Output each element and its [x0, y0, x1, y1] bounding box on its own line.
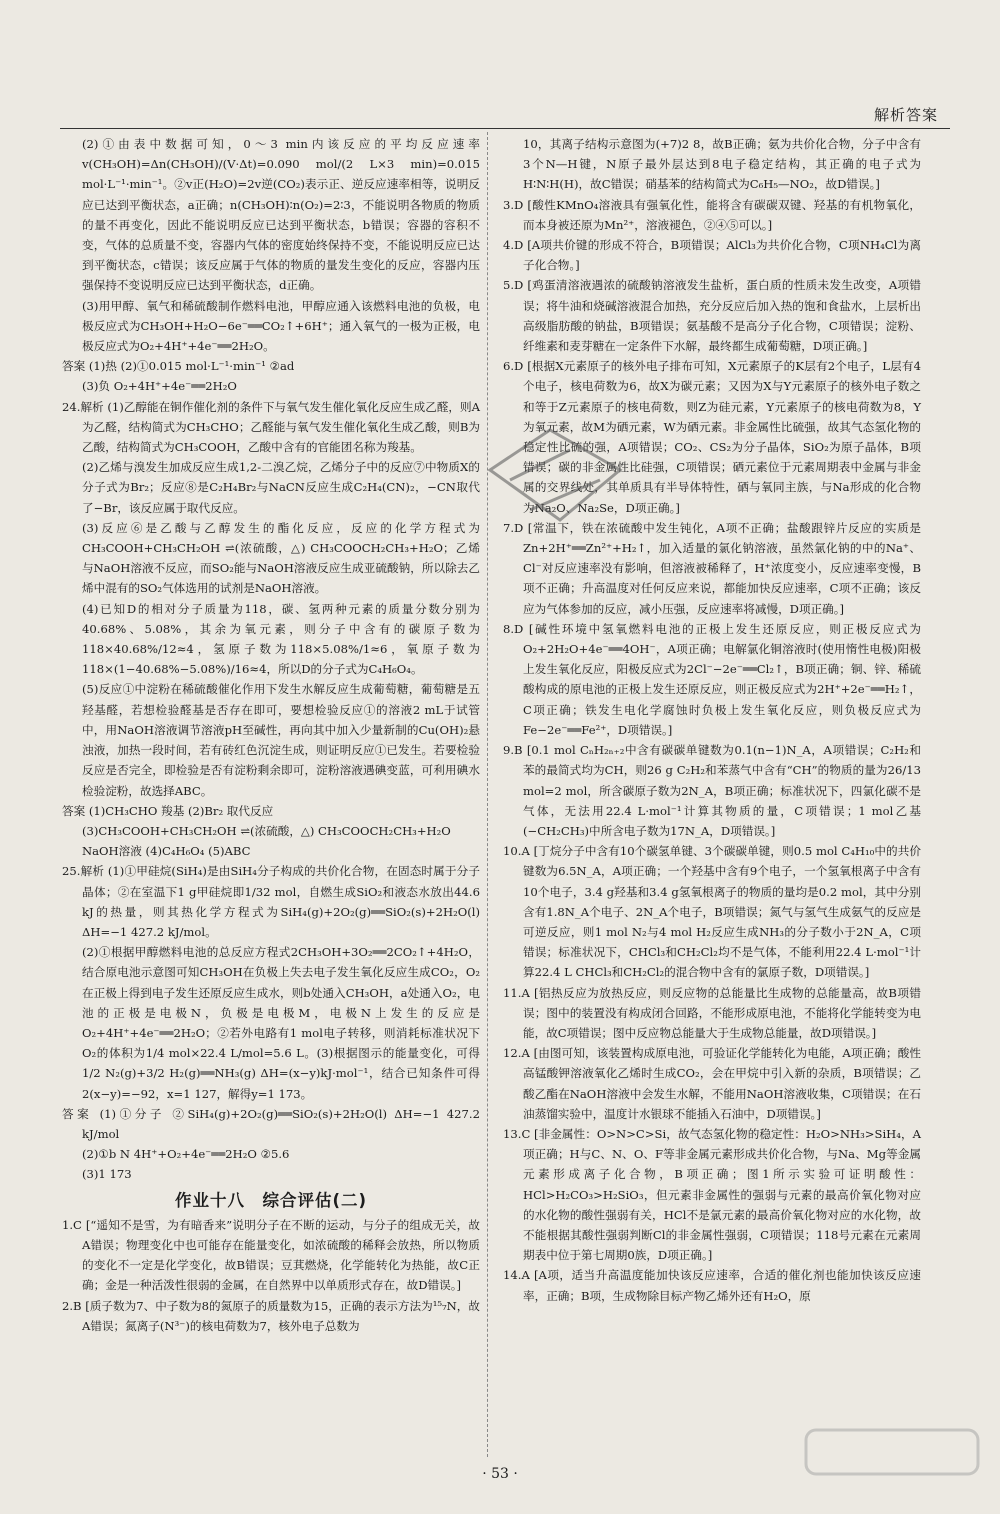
header-rule: [60, 128, 950, 129]
left-column-paragraph: (3)反应⑥是乙酸与乙醇发生的酯化反应，反应的化学方程式为CH₃COOH+CH₃CH₂OH ⇌(浓硫酸，△) CH₃COOCH₂CH₃+H₂O；乙烯与NaOH溶液不反应，而SO₂能与NaOH溶液反应生成亚硫酸钠，所以除去乙烯中混有的SO₂气体选用的试剂是NaOH溶液。: [82, 520, 480, 596]
left-column-paragraph: (2)①b N 4H⁺+O₂+4e⁻══2H₂O ②5.6: [82, 1147, 290, 1162]
left-column-paragraph: (2)①由表中数据可知，0～3 min内该反应的平均反应速率v(CH₃OH)=Δn(CH₃OH)/(V·Δt)=0.090 mol/(2 L×3 min)=0.015 mol·L⁻¹·min⁻¹。②v正(H₂O)=2v逆(CO₂)表示正、逆反应速率相等，说明反应已达到平衡状态，a正确；n(CH₃OH)∶n(O₂)=2∶3，不能说明各物质的物质的量不再变化，因此不能说明反应已达到平衡状态，b错误；容器的容积不变，气体的总质量不变，容器内气体的密度始终保持不变，不能说明反应已达到平衡状态，c错误；该反应属于气体的物质的量发生变化的反应，容器内压强保持不变说明反应已达到平衡状态，d正确。: [82, 137, 480, 293]
left-column: [62, 134, 480, 1336]
left-column-paragraph: (3)1 173: [82, 1167, 132, 1182]
left-column-paragraph: 答案 (1)CH₃CHO 羧基 (2)Br₂ 取代反应: [62, 803, 274, 818]
column-divider: [487, 132, 488, 1457]
right-column-paragraph: 12.A [由图可知，该装置构成原电池，可验证化学能转化为电能，A项正确；酸性高锰酸钾溶液氧化乙烯时生成CO₂，会在甲烷中引入新的杂质，B项错误；乙酸乙酯在NaOH溶液中会发生水解，不能用NaOH溶液收集，C项错误；在石油蒸馏实验中，温度计水银球不能插入石油中，D项错误。]: [503, 1046, 921, 1121]
left-column-paragraph: 答案 (1)热 (2)①0.015 mol·L⁻¹·min⁻¹ ②ad: [62, 359, 295, 374]
left-column-paragraph: (2)乙烯与溴发生加成反应生成1,2-二溴乙烷，乙烯分子中的反应⑦中物质X的分子式为Br₂；反应⑧是C₂H₄Br₂与NaCN反应生成C₂H₄(CN)₂，−CN取代了−Br，该反应属于取代反应。: [82, 460, 480, 515]
right-column-paragraph: 11.A [铝热反应为放热反应，则反应物的总能量比生成物的总能量高，故B项错误；图中的装置没有构成闭合回路，不能形成原电池，不能将化学能转变为电能，故C项错误；图中反应物总能量大于生成物总能量，故D项错误。]: [503, 985, 921, 1040]
right-column-paragraph: 4.D [A项共价键的形成不符合，B项错误；AlCl₃为共价化合物，C项NH₄Cl为离子化合物。]: [503, 238, 921, 273]
header-label: 解析答案: [873, 106, 938, 124]
left-column-paragraph: NaOH溶液 (4)C₄H₆O₄ (5)ABC: [82, 844, 251, 859]
left-column-paragraph: 25.解析 (1)①甲硅烷(SiH₄)是由SiH₄分子构成的共价化合物，在固态时属于分子晶体；②在室温下1 g甲硅烷即1/32 mol，自燃生成SiO₂和液态水放出44.6 kJ的热量，则其热化学方程式为SiH₄(g)+2O₂(g)══SiO₂(s)+2H₂O(l) ΔH=−1 427.2 kJ/mol。: [62, 864, 480, 939]
stamp-mark: [470, 410, 640, 560]
right-column-paragraph: 7.D [常温下，铁在浓硫酸中发生钝化，A项不正确；盐酸跟锌片反应的实质是Zn+2H⁺══Zn²⁺+H₂↑，加入适量的氯化钠溶液，虽然氯化钠的中的Na⁺、Cl⁻对反应速率没有影响，但溶液被稀释了，H⁺浓度变小，反应速率变慢，B项不正确；升高温度对任何反应来说，都能加快反应速率，C项不正确；该反应为气体参加的反应，减小压强，反应速率将减慢，D项正确。]: [503, 520, 921, 616]
page-number: · 53 ·: [482, 1466, 518, 1482]
right-column-paragraph: 5.D [鸡蛋清溶液遇浓的硫酸钠溶液发生盐析，蛋白质的性质未发生改变，A项错误；将牛油和烧碱溶液混合加热，充分反应后加入热的饱和食盐水，上层析出高级脂肪酸的钠盐，B项错误；氨基酸不是高分子化合物，C项错误；淀粉、纤维素和麦芽糖在一定条件下水解，最终都生成葡萄糖，D项正确。]: [503, 278, 921, 354]
right-column-paragraph: 3.D [酸性KMnO₄溶液具有强氧化性，能将含有碳碳双键、羟基的有机物氧化，而本身被还原为Mn²⁺，溶液褪色，②④⑤可以。]: [503, 197, 921, 232]
right-column-paragraph: 14.A [A项，适当升高温度能加快该反应速率，合适的催化剂也能加快该反应速率，正确；B项，生成物除目标产物乙烯外还有H₂O，原: [503, 1268, 921, 1303]
left-column-paragraph: (3)用甲醇、氧气和稀硫酸制作燃料电池，甲醇应通入该燃料电池的负极，电极反应式为CH₃OH+H₂O−6e⁻══CO₂↑+6H⁺；通入氧气的一极为正极，电极反应式为O₂+4H⁺+4e⁻══2H₂O。: [82, 298, 480, 354]
left-column-paragraph: (3)负 O₂+4H⁺+4e⁻══2H₂O: [82, 379, 237, 394]
left-column-after-paragraph: 2.B [质子数为7、中子数为8的氮原子的质量数为15，正确的表示方法为¹⁵₇N，故A错误；氮离子(N³⁻)的核电荷数为7，核外电子总数为: [62, 1298, 480, 1333]
right-column-paragraph: 6.D [根据X元素原子的核外电子排布可知，X元素原子的K层有2个电子，L层有4个电子，核电荷数为6，故X为碳元素；又因为X与Y元素原子的核外电子数之和等于Z元素原子的核电荷数，则Z为硅元素，Y元素原子的核电荷数为8，Y为氧元素，故M为硒元素，W为硒元素。非金属性比硫强，故其气态氢化物的稳定性比硫的强，A项错误；CO₂、CS₂为分子晶体，SiO₂为原子晶体，B项错误；碳的非金属性比硅强，C项错误；硒元素位于元素周期表中金属与非金属的交界线处，其单质具有半导体特性，硒与氧同主族，与Na形成的化合物为Na₂O、Na₂Se，D项正确。]: [503, 359, 921, 515]
right-column-paragraph: 10.A [丁烷分子中含有10个碳氢单键、3个碳碳单键，则0.5 mol C₄H₁₀中的共价键数为6.5N_A，A项正确；一个羟基中含有9个电子，一个氢氧根离子中含有10个电子，3.4 g羟基和3.4 g氢氧根离子的物质的量均是0.2 mol，其中分别含有1.8N_A个电子、2N_A个电子，B项错误；氮气与氢气生成氨气的反应是可逆反应，则1 mol N₂与4 mol H₂反应生成NH₃的分子数小于2N_A，C项错误；标准状况下，CHCl₃和CH₂Cl₂均不是气体，不能利用22.4 L·mol⁻¹计算22.4 L CHCl₃和CH₂Cl₂的混合物中含有的氯原子数，D项错误。]: [503, 844, 921, 980]
left-column-after-paragraph: 1.C [“遥知不是雪，为有暗香来”说明分子在不断的运动，与分子的组成无关，故A错误；物理变化中也可能存在能量变化，如浓硫酸的稀释会放热，所以物质的变化不一定是化学变化，故B错误；豆萁燃烧，化学能转化为热能，故C正确；金是一种活泼性很弱的金属，在自然界中以单质形式存在，故D错误。]: [62, 1217, 480, 1293]
right-column-paragraph: 8.D [碱性环境中氢氧燃料电池的正极上发生还原反应，则正极反应式为O₂+2H₂O+4e⁻══4OH⁻，A项正确；电解氯化铜溶液时(使用惰性电极)阳极上发生氧化反应，阳极反应式为2Cl⁻−2e⁻══Cl₂↑，B项正确；铜、锌、稀硫酸构成的原电池的正极上发生还原反应，则正极反应式为2H⁺+2e⁻══H₂↑，C项正确；铁发生电化学腐蚀时负极上发生氧化反应，则负极反应式为Fe−2e⁻══Fe²⁺，D项错误。]: [503, 621, 921, 737]
section-heading: 作业十八 综合评估(二): [174, 1190, 368, 1210]
watermark-logo: [802, 1424, 982, 1504]
left-column-paragraph: 24.解析 (1)乙醇能在铜作催化剂的条件下与氧气发生催化氧化反应生成乙醛，则A为乙醛，结构简式为CH₃CHO；乙醛能与氧气发生催化氧化生成乙酸，则B为乙酸，结构简式为CH₃COOH，乙酸中含有的官能团名称为羧基。: [62, 399, 480, 455]
right-column: [503, 134, 921, 1306]
right-column-paragraph: 13.C [非金属性：O>N>C>Si，故气态氢化物的稳定性：H₂O>NH₃>SiH₄，A项正确；H与C、N、O、F等非金属元素形成共价化合物，与Na、Mg等金属元素形成离子化合物，B项正确；图1所示实验可证明酸性：HCl>H₂CO₃>H₂SiO₃，但元素非金属性的强弱与元素的最高价氧化物对应的水化物的酸性强弱有关，HCl不是氯元素的最高价氧化物对应的水化物，故不能根据其酸性强弱判断Cl的非金属性强弱，C项错误；118号元素在元素周期表中位于第七周期0族，D项正确。]: [503, 1126, 921, 1263]
left-column-paragraph: 答案 (1)①分子 ②SiH₄(g)+2O₂(g)══SiO₂(s)+2H₂O(l) ΔH=−1 427.2 kJ/mol: [62, 1106, 480, 1141]
right-column-paragraph: 10，其离子结构示意图为(+7)2 8，故B正确；氨为共价化合物，分子中含有3个N—H键，N原子最外层达到8电子稳定结构，其正确的电子式为H∶N∶H(H)，故C错误；硝基苯的结构简式为C₆H₅—NO₂，故D错误。]: [523, 137, 921, 192]
left-column-paragraph: (3)CH₃COOH+CH₃CH₂OH ⇌(浓硫酸，△) CH₃COOCH₂CH₃+H₂O: [82, 823, 451, 838]
left-column-paragraph: (4)已知D的相对分子质量为118，碳、氢两种元素的质量分数分别为40.68%、5.08%，其余为氧元素，则分子中含有的碳原子数为118×40.68%/12≈4，氢原子数为118×5.08%/1≈6，氧原子数为118×(1−40.68%−5.08%)/16≈4，所以D的分子式为C₄H₆O₄。: [82, 601, 480, 677]
right-column-paragraph: 9.B [0.1 mol CₙH₂ₙ₊₂中含有碳碳单键数为0.1(n−1)N_A，A项错误；C₂H₂和苯的最简式均为CH，则26 g C₂H₂和苯蒸气中含有“CH”的物质的量为26/13 mol=2 mol，所含碳原子数为2N_A，B项正确；标准状况下，四氯化碳不是气体，无法用22.4 L·mol⁻¹计算其物质的量，C项错误；1 mol乙基(−CH₂CH₃)中所含电子数为17N_A，D项错误。]: [503, 743, 921, 838]
left-column-paragraph: (2)①根据甲醇燃料电池的总反应方程式2CH₃OH+3O₂══2CO₂↑+4H₂O，结合原电池示意图可知CH₃OH在负极上失去电子发生氧化反应生成CO₂，O₂在正极上得到电子发生还原反应生成水，则b处通入CH₃OH，a处通入O₂，电池的正极是电极N，负极是电极M，电极N上发生的反应是O₂+4H⁺+4e⁻══2H₂O；②若外电路有1 mol电子转移，则消耗标准状况下O₂的体积为1/4 mol×22.4 L/mol=5.6 L。(3)根据图示的能量变化，可得1/2 N₂(g)+3/2 H₂(g)══NH₃(g) ΔH=(x−y)kJ·mol⁻¹，结合已知条件可得2(x−y)=−92，x=1 127，解得y=1 173。: [82, 945, 480, 1101]
left-column-paragraph: (5)反应①中淀粉在稀硫酸催化作用下发生水解反应生成葡萄糖，葡萄糖是五羟基醛，若想检验醛基是否存在即可，要想检验反应①的溶液2 mL于试管中，用NaOH溶液调节溶液pH至碱性，再向其中加入少量新制的Cu(OH)₂悬浊液，加热一段时间，若有砖红色沉淀生成，则证明反应①已发生。若要检验反应是否完全，即检验是否有淀粉剩余即可，淀粉溶液遇碘变蓝，可利用碘水检验淀粉，故选择ABC。: [82, 682, 480, 798]
